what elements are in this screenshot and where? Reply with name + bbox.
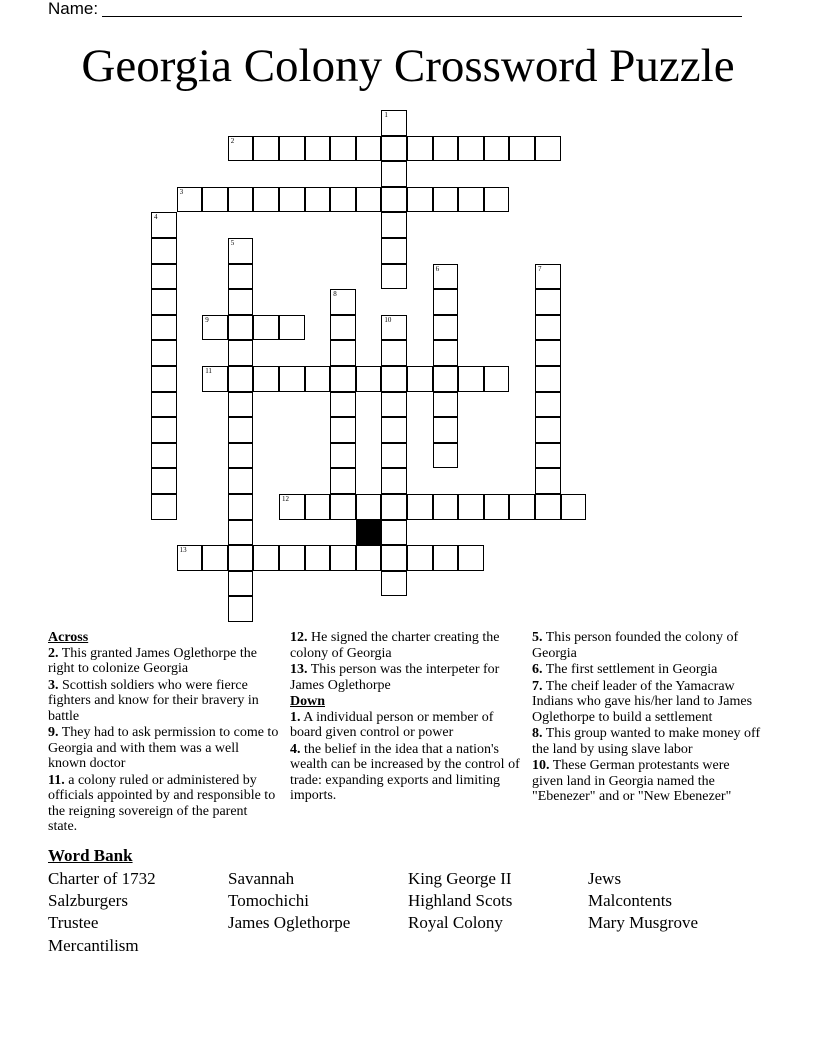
crossword-cell[interactable]: [535, 366, 561, 392]
crossword-cell[interactable]: [561, 494, 587, 520]
crossword-cell[interactable]: [381, 212, 407, 238]
clue-number: 9: [205, 315, 209, 324]
crossword-cell[interactable]: [356, 366, 382, 392]
crossword-cell[interactable]: [305, 545, 331, 571]
crossword-cell[interactable]: [279, 494, 305, 520]
clue-down-10: 10. These German protestants were given land in Georgia named the "Ebenezer" and or "New Ebenezer": [532, 758, 732, 804]
crossword-cell[interactable]: [253, 366, 279, 392]
crossword-cell[interactable]: [151, 494, 177, 520]
crossword-cell[interactable]: [279, 136, 305, 162]
crossword-cell[interactable]: [535, 443, 561, 469]
clue-number: 6: [435, 264, 440, 273]
crossword-cell[interactable]: [484, 136, 510, 162]
crossword-cell[interactable]: [381, 110, 407, 136]
crossword-cell[interactable]: [202, 366, 228, 392]
crossword-cell[interactable]: [356, 545, 382, 571]
crossword-cell[interactable]: [330, 468, 356, 494]
crossword-cell[interactable]: [407, 136, 433, 162]
crossword-cell[interactable]: [330, 392, 356, 418]
crossword-cell[interactable]: [407, 494, 433, 520]
clue-column-2: [290, 630, 522, 805]
crossword-cell[interactable]: [253, 136, 279, 162]
crossword-cell[interactable]: [279, 187, 305, 213]
crossword-cell[interactable]: [177, 187, 203, 213]
page-title: Georgia Colony Crossword Puzzle: [81, 40, 735, 92]
clue-number: 3: [179, 187, 184, 196]
crossword-cell[interactable]: [381, 340, 407, 366]
across-heading: Across: [48, 630, 89, 645]
crossword-cell[interactable]: [228, 571, 254, 597]
crossword-cell[interactable]: [407, 187, 433, 213]
crossword-cell[interactable]: [407, 366, 433, 392]
crossword-cell[interactable]: [484, 187, 510, 213]
crossword-cell[interactable]: [228, 289, 254, 315]
crossword-cell[interactable]: [305, 366, 331, 392]
word-bank-item: Malcontents: [588, 891, 673, 910]
clue-number: 1: [384, 111, 388, 119]
crossword-cell[interactable]: [381, 136, 407, 162]
clue-across-9: 9. They had to ask permission to come to Georgia and with them was a well known doctor: [48, 725, 279, 771]
crossword-cell[interactable]: [484, 366, 510, 392]
crossword-cell[interactable]: [381, 520, 407, 546]
crossword-cell[interactable]: [535, 468, 561, 494]
clue-number: 11: [205, 367, 212, 375]
crossword-cell[interactable]: [228, 417, 254, 443]
word-bank-item: Charter of 1732: [48, 869, 156, 888]
crossword-cell[interactable]: [228, 340, 254, 366]
crossword-cell[interactable]: [535, 289, 561, 315]
crossword-cell[interactable]: [228, 494, 254, 520]
word-bank-item: James Oglethorpe: [228, 913, 351, 932]
crossword-cell[interactable]: [433, 417, 459, 443]
crossword-cell[interactable]: [381, 494, 407, 520]
crossword-cell[interactable]: [228, 366, 254, 392]
crossword-cell[interactable]: [381, 238, 407, 264]
down-heading: Down: [290, 694, 326, 709]
crossword-block: [356, 520, 382, 546]
crossword-cell[interactable]: [330, 443, 356, 469]
crossword-cell[interactable]: [356, 187, 382, 213]
crossword-cell[interactable]: [305, 494, 331, 520]
crossword-cell[interactable]: [330, 340, 356, 366]
crossword-cell[interactable]: [433, 289, 459, 315]
crossword-cell[interactable]: [356, 136, 382, 162]
crossword-cell[interactable]: [228, 545, 254, 571]
crossword-cell[interactable]: [330, 417, 356, 443]
crossword-cell[interactable]: [253, 545, 279, 571]
crossword-cell[interactable]: [458, 136, 484, 162]
crossword-cell[interactable]: [433, 494, 459, 520]
word-bank-item: Tomochichi: [228, 891, 309, 910]
crossword-cell[interactable]: [381, 392, 407, 418]
word-bank-item: Savannah: [228, 869, 295, 888]
crossword-cell[interactable]: [151, 212, 177, 238]
crossword-cell[interactable]: [484, 494, 510, 520]
crossword-cell[interactable]: [305, 187, 331, 213]
clue-column-3: [532, 630, 764, 806]
word-bank-item: Highland Scots: [408, 891, 513, 910]
clue-down-1: 1. A individual person or member of board given control or power: [290, 709, 494, 740]
clue-number: 10: [384, 315, 392, 324]
crossword-cell[interactable]: [330, 315, 356, 341]
crossword-cell[interactable]: [279, 315, 305, 341]
crossword-cell[interactable]: [509, 136, 535, 162]
crossword-cell[interactable]: [228, 238, 254, 264]
crossword-cell[interactable]: [279, 366, 305, 392]
clue-number: 5: [230, 239, 235, 247]
crossword-cell[interactable]: [407, 545, 433, 571]
crossword-cell[interactable]: [330, 494, 356, 520]
crossword-cell[interactable]: [330, 545, 356, 571]
clue-across-3: 3. Scottish soldiers who were fierce fighters and know for their bravery in battle: [48, 677, 259, 724]
clue-across-2: 2. This granted James Oglethorpe the right to colonize Georgia: [48, 645, 257, 676]
word-bank-item: Mary Musgrove: [588, 913, 699, 932]
crossword-cell[interactable]: [228, 392, 254, 418]
crossword-cell[interactable]: [330, 187, 356, 213]
crossword-cell[interactable]: [330, 366, 356, 392]
word-bank-item: Royal Colony: [408, 913, 503, 932]
word-bank-item: Salzburgers: [48, 891, 128, 910]
crossword-cell[interactable]: [535, 392, 561, 418]
clue-number: 7: [538, 264, 542, 273]
clue-across-11: 11. a colony ruled or administered by officials appointed by and responsible to the reigning sovereign of the parent state.: [48, 772, 276, 834]
crossword-cell[interactable]: [228, 468, 254, 494]
word-bank-item: King George II: [408, 869, 512, 888]
crossword-cell[interactable]: [381, 443, 407, 469]
crossword-cell[interactable]: [381, 161, 407, 187]
crossword-cell[interactable]: [381, 545, 407, 571]
word-bank-item: Trustee: [48, 913, 99, 932]
crossword-cell[interactable]: [151, 468, 177, 494]
crossword-cell[interactable]: [279, 545, 305, 571]
crossword-cell[interactable]: [458, 545, 484, 571]
crossword-cell[interactable]: [458, 187, 484, 213]
crossword-cell[interactable]: [330, 289, 356, 315]
crossword-cell[interactable]: [433, 392, 459, 418]
crossword-cell[interactable]: [381, 417, 407, 443]
crossword-cell[interactable]: [151, 238, 177, 264]
crossword-cell[interactable]: [151, 289, 177, 315]
crossword-cell[interactable]: [202, 187, 228, 213]
clue-column-1: [48, 630, 280, 836]
crossword-cell[interactable]: [151, 340, 177, 366]
crossword-cell[interactable]: [151, 417, 177, 443]
crossword-cell[interactable]: [253, 187, 279, 213]
clue-number: 13: [179, 546, 187, 555]
crossword-cell[interactable]: [228, 136, 254, 162]
crossword-cell[interactable]: [228, 264, 254, 290]
crossword-cell[interactable]: [381, 571, 407, 597]
clue-down-4: 4. the belief in the idea that a nation's wealth can be increased by the control of trade: expanding exports and limiting imports.: [290, 741, 520, 803]
crossword-cell[interactable]: [151, 315, 177, 341]
crossword-cell[interactable]: [151, 366, 177, 392]
clue-across-12: 12. He signed the charter creating the colony of Georgia: [290, 630, 500, 661]
crossword-cell[interactable]: [253, 315, 279, 341]
clue-across-13: 13. This person was the interpeter for James Oglethorpe: [290, 662, 500, 693]
crossword-cell[interactable]: [433, 340, 459, 366]
word-bank-item: Mercantilism: [48, 936, 139, 955]
crossword-cell[interactable]: [458, 494, 484, 520]
clue-number: 8: [333, 290, 337, 299]
crossword-cell[interactable]: [202, 545, 228, 571]
crossword-cell[interactable]: [381, 264, 407, 290]
crossword-cell[interactable]: [151, 443, 177, 469]
crossword-cell[interactable]: [330, 136, 356, 162]
clue-number: 2: [230, 136, 235, 145]
crossword-cell[interactable]: [228, 443, 254, 469]
crossword-cell[interactable]: [535, 494, 561, 520]
crossword-cell[interactable]: [151, 392, 177, 418]
name-label: Name:: [48, 0, 99, 18]
clue-down-6: 6. The first settlement in Georgia: [532, 662, 718, 677]
crossword-cell[interactable]: [228, 596, 254, 622]
crossword-cell[interactable]: [202, 315, 228, 341]
word-bank-title: Word Bank: [48, 846, 133, 865]
crossword-cell[interactable]: [228, 187, 254, 213]
word-bank-item: Jews: [588, 869, 622, 888]
crossword-cell[interactable]: [433, 366, 459, 392]
crossword-cell[interactable]: [228, 520, 254, 546]
crossword-cell[interactable]: [433, 443, 459, 469]
crossword-cell[interactable]: [228, 315, 254, 341]
clue-down-8: 8. This group wanted to make money off the land by using slave labor: [532, 726, 761, 757]
crossword-cell[interactable]: [381, 366, 407, 392]
crossword-cell[interactable]: [305, 136, 331, 162]
clue-number: 4: [154, 213, 158, 222]
crossword-cell[interactable]: [177, 545, 203, 571]
name-write-line[interactable]: [102, 16, 742, 17]
crossword-cell[interactable]: [433, 264, 459, 290]
crossword-cell[interactable]: [151, 264, 177, 290]
crossword-cell[interactable]: [433, 136, 459, 162]
clue-down-5: 5. This person founded the colony of Georgia: [532, 630, 739, 661]
crossword-cell[interactable]: [535, 136, 561, 162]
crossword-cell[interactable]: [535, 315, 561, 341]
crossword-cell[interactable]: [433, 545, 459, 571]
crossword-cell[interactable]: [381, 187, 407, 213]
crossword-cell[interactable]: [535, 417, 561, 443]
clue-down-7: 7. The cheif leader of the Yamacraw Indians who gave his/her land to James Oglethorpe to build a settlement: [532, 678, 753, 725]
crossword-cell[interactable]: [458, 366, 484, 392]
crossword-cell[interactable]: [356, 494, 382, 520]
crossword-cell[interactable]: [535, 264, 561, 290]
crossword-cell[interactable]: [509, 494, 535, 520]
crossword-cell[interactable]: [433, 187, 459, 213]
clue-number: 12: [282, 495, 289, 503]
crossword-cell[interactable]: [535, 340, 561, 366]
crossword-cell[interactable]: [433, 315, 459, 341]
crossword-cell[interactable]: [381, 315, 407, 341]
crossword-cell[interactable]: [381, 468, 407, 494]
